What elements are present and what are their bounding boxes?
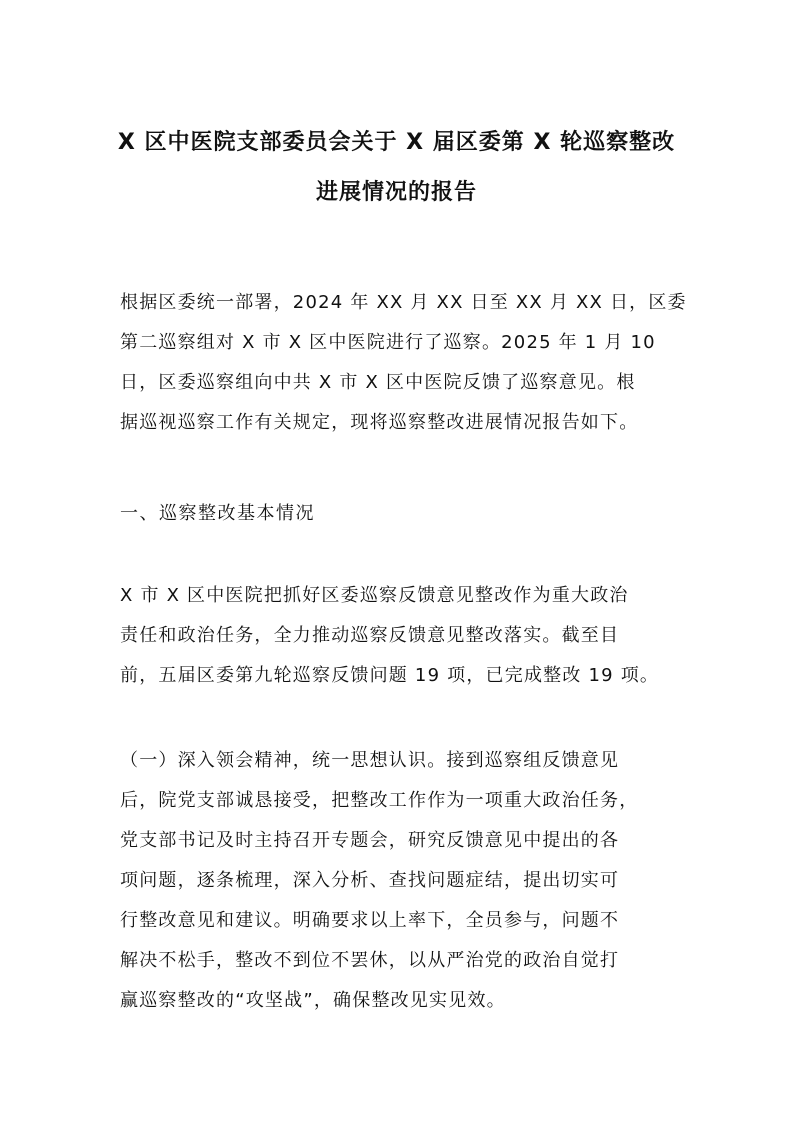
paragraph-line: （一）深入领会精神，统一思想认识。接到巡察组反馈意见 xyxy=(120,750,620,771)
paragraph-line: 根据区委统一部署，2024 年 XX 月 XX 日至 XX 月 XX 日，区委 xyxy=(120,292,687,313)
document-title-line-1: X 区中医院支部委员会关于 X 届区委第 X 轮巡察整改 xyxy=(117,130,676,155)
paragraph-line: 赢巡察整改的“攻坚战”，确保整改见实见效。 xyxy=(120,990,506,1011)
subsection-paragraph-1 xyxy=(120,741,685,1021)
paragraph-line: 日，区委巡察组向中共 X 市 X 区中医院反馈了巡察意见。根 xyxy=(120,372,636,393)
paragraph-line: X 市 X 区中医院把抓好区委巡察反馈意见整改作为重大政治 xyxy=(120,585,629,606)
paragraph-line: 据巡视巡察工作有关规定，现将巡察整改进展情况报告如下。 xyxy=(120,412,639,433)
paragraph-line: 党支部书记及时主持召开专题会，研究反馈意见中提出的各 xyxy=(120,830,620,851)
paragraph-line: 后，院党支部诚恳接受，把整改工作作为一项重大政治任务， xyxy=(120,790,639,811)
paragraph-line: 第二巡察组对 X 市 X 区中医院进行了巡察。2025 年 1 月 10 xyxy=(120,332,656,353)
paragraph-line: 解决不松手，整改不到位不罢休，以从严治党的政治自觉打 xyxy=(120,950,620,971)
intro-paragraph xyxy=(120,283,685,443)
summary-paragraph xyxy=(120,576,685,696)
paragraph-line: 责任和政治任务，全力推动巡察反馈意见整改落实。截至目 xyxy=(120,625,620,646)
paragraph-line: 前，五届区委第九轮巡察反馈问题 19 项，已完成整改 19 项。 xyxy=(120,665,660,686)
section-heading-1: 一、巡察整改基本情况 xyxy=(120,503,315,524)
document-title-line-2: 进展情况的报告 xyxy=(315,180,477,205)
paragraph-line: 项问题，逐条梳理，深入分析、查找问题症结，提出切实可 xyxy=(120,870,620,891)
paragraph-line: 行整改意见和建议。明确要求以上率下，全员参与，问题不 xyxy=(120,910,620,931)
